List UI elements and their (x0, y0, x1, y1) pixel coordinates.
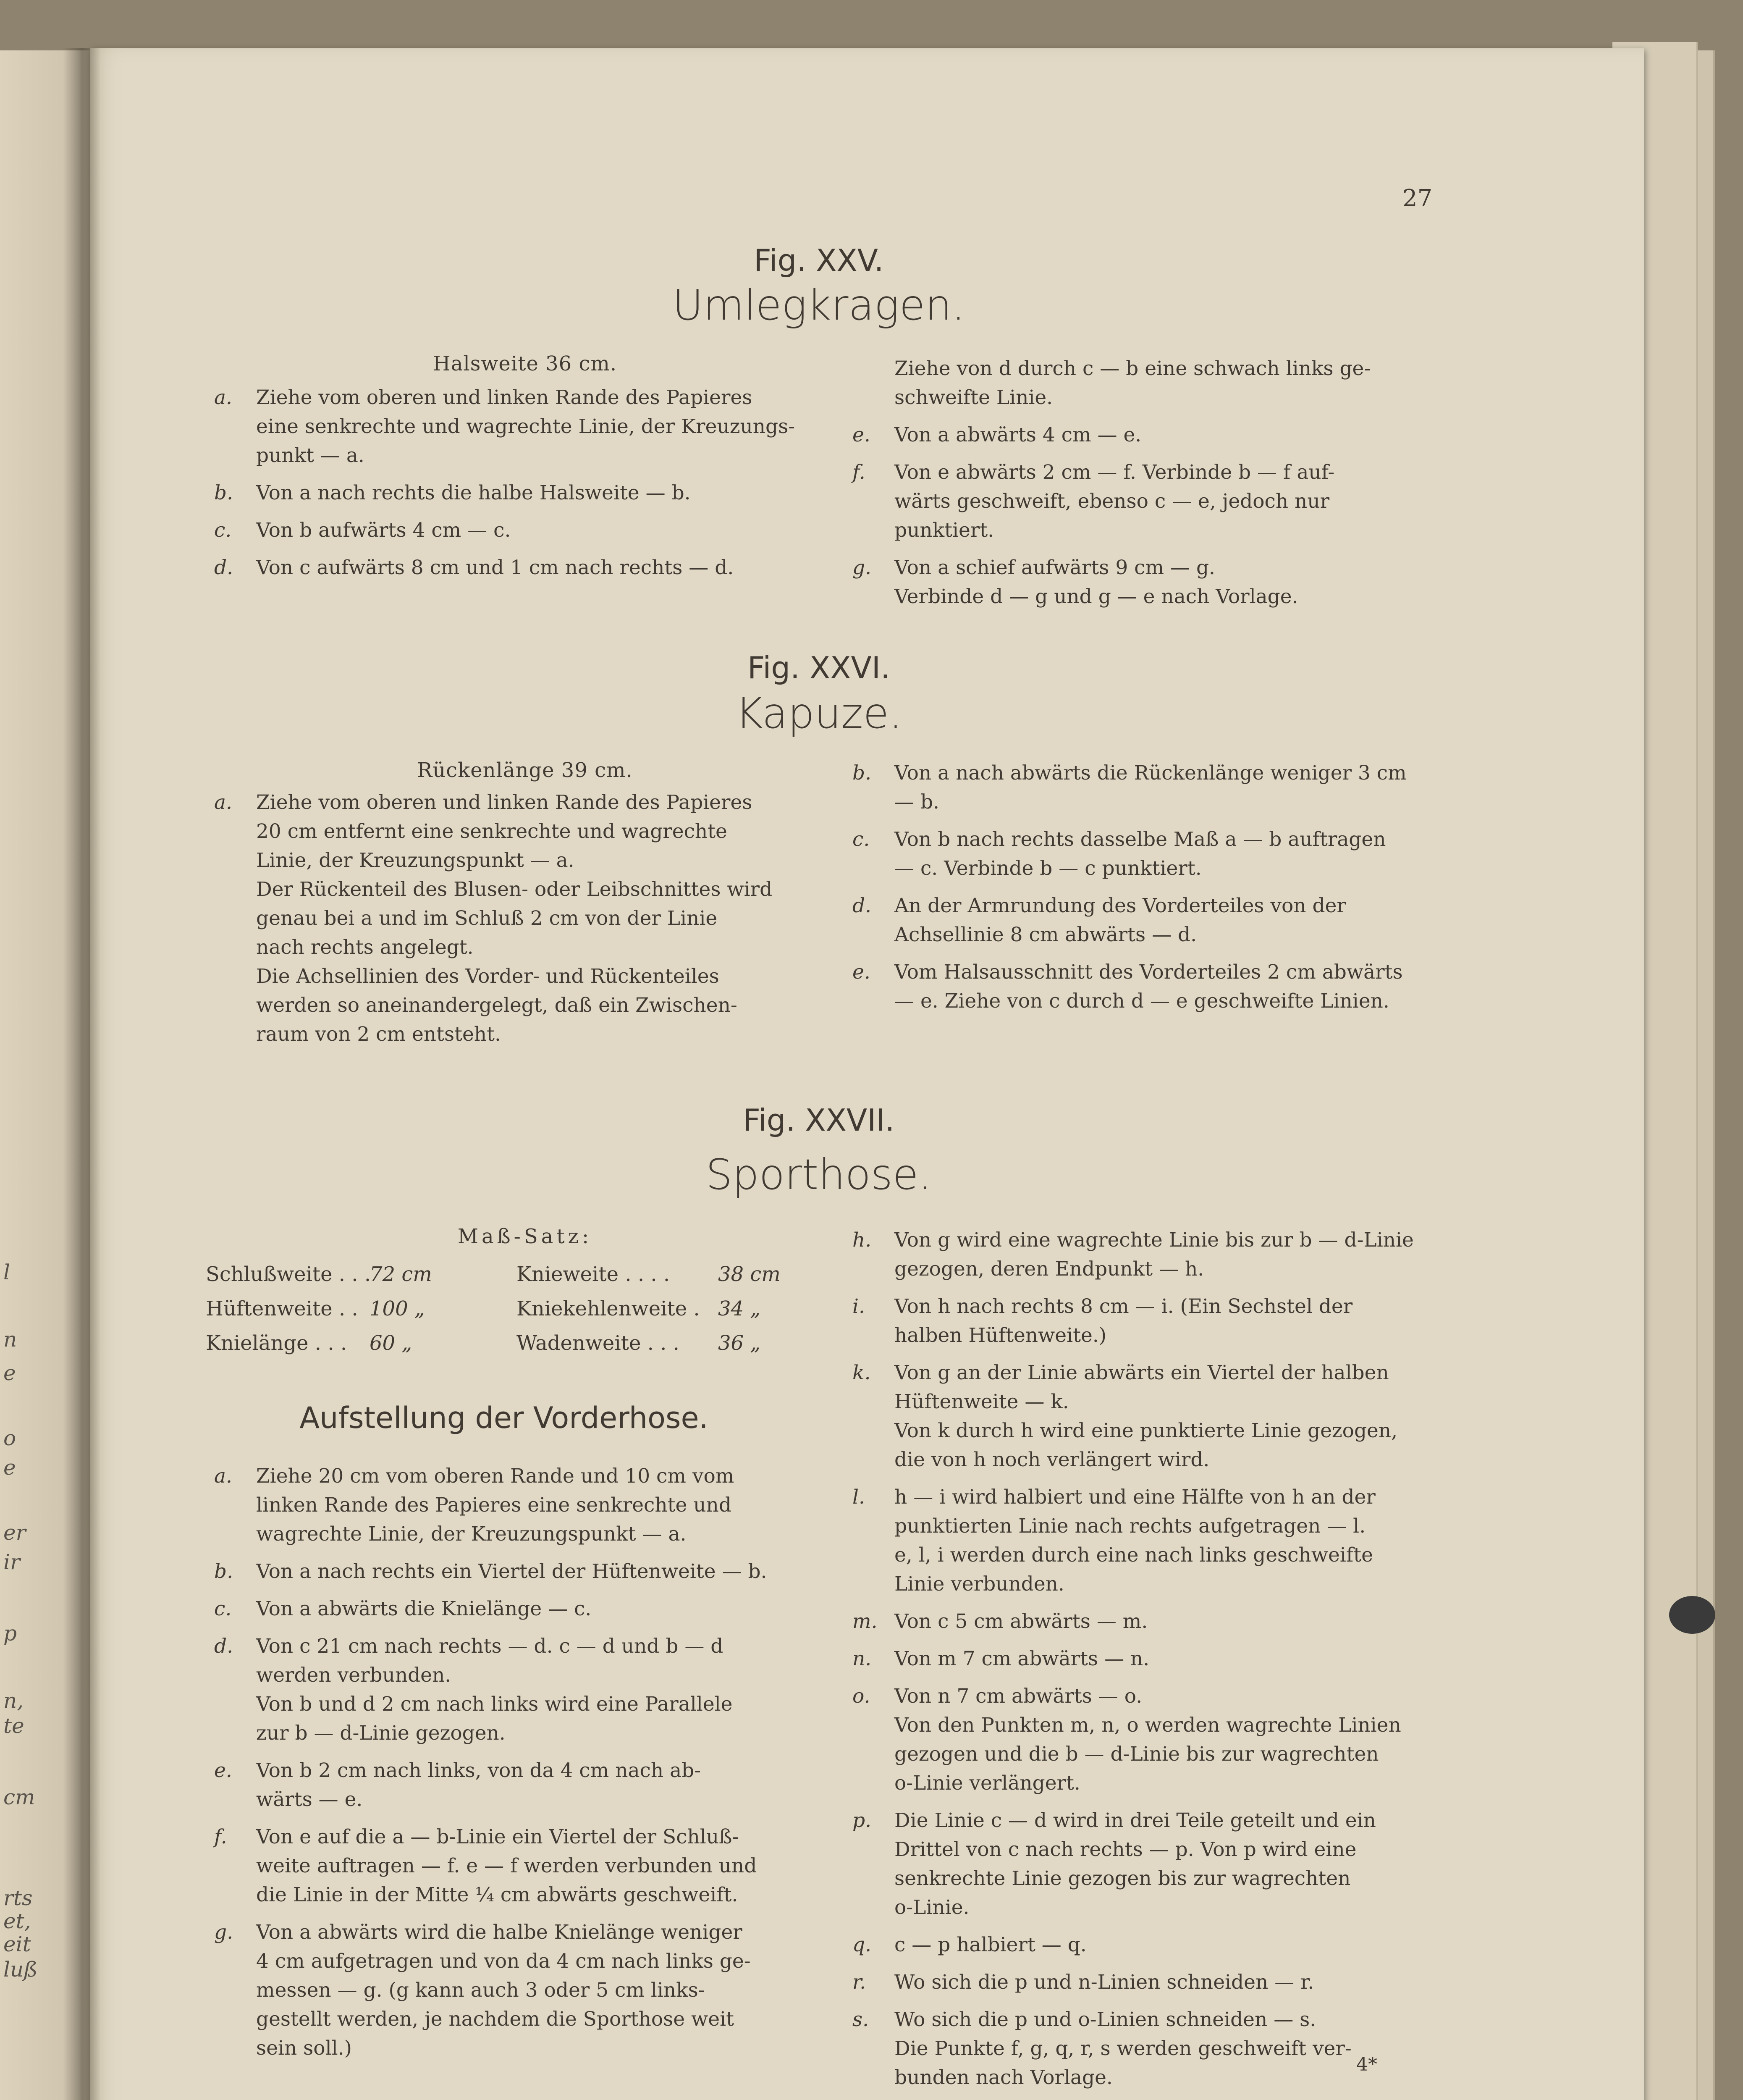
measure-heading-27: Maß-Satz: (457, 1225, 592, 1248)
step-text-line: gezogen und die b — d-Linie bis zur wagrechten (894, 1743, 1379, 1766)
step-text-line: schweifte Linie. (894, 386, 1053, 409)
step-text-line: Von b aufwärts 4 cm — c. (256, 519, 511, 542)
step-text-line: Von b und d 2 cm nach links wird eine Parallele (256, 1693, 733, 1716)
step-label: r. (852, 1971, 866, 1994)
step-text-line: c — p halbiert — q. (894, 1933, 1087, 1956)
left-page-fragment: p (3, 1621, 17, 1646)
step-text-line: Von e auf die a — b-Linie ein Viertel der Schluß- (256, 1825, 739, 1848)
figure-label-25: Fig. XXV. (754, 243, 884, 278)
measure-r-name: Wadenweite . . . (516, 1331, 679, 1355)
step-text-line: o-Linie verlängert. (894, 1772, 1080, 1795)
step-text-line: die Linie in der Mitte ¼ cm abwärts geschweift. (256, 1883, 738, 1906)
step-text-line: gezogen, deren Endpunkt — h. (894, 1257, 1204, 1281)
step-text-line: senkrechte Linie gezogen bis zur wagrechten (894, 1867, 1351, 1890)
step-label: c. (214, 519, 232, 542)
step-text-line: Die Punkte f, g, q, r, s werden geschweift ver- (894, 2037, 1352, 2060)
step-label: b. (852, 761, 872, 785)
step-text-line: Die Achsellinien des Vorder- und Rückenteiles (256, 965, 719, 988)
step-text-line: halben Hüftenweite.) (894, 1324, 1107, 1347)
step-label: o. (852, 1685, 870, 1708)
figure-title-26: Kapuze. (735, 689, 902, 738)
step-text-line: Wo sich die p und o-Linien schneiden — s. (894, 2008, 1316, 2031)
step-label: b. (214, 481, 233, 504)
step-text-line: 4 cm aufgetragen und von da 4 cm nach links ge- (256, 1950, 751, 1973)
measure-l-name: Knielänge . . . (206, 1331, 347, 1355)
left-page-fragment: cm (3, 1785, 35, 1809)
step-text-line: Von e abwärts 2 cm — f. Verbinde b — f auf- (894, 461, 1335, 484)
step-text-line: die von h noch verlängert wird. (894, 1448, 1210, 1471)
step-text-line: gestellt werden, je nachdem die Sporthose weit (256, 2008, 734, 2031)
step-label: d. (214, 556, 233, 579)
step-text-line: Von b nach rechts dasselbe Maß a — b auftragen (894, 828, 1386, 851)
step-label: l. (852, 1486, 865, 1509)
step-label: c. (214, 1597, 232, 1620)
step-text-line: linken Rande des Papieres eine senkrechte und (256, 1494, 731, 1517)
step-text-line: Von a nach rechts ein Viertel der Hüftenweite — b. (256, 1560, 767, 1583)
step-text-line: Von c 5 cm abwärts — m. (894, 1610, 1148, 1633)
left-page-fragment: rts (3, 1886, 33, 1910)
ink-stain (1669, 1596, 1715, 1634)
step-text-line: Von m 7 cm abwärts — n. (894, 1647, 1150, 1670)
step-text-line: — c. Verbinde b — c punktiert. (894, 857, 1202, 880)
step-text-line: Von k durch h wird eine punktierte Linie gezogen, (894, 1419, 1398, 1442)
step-text-line: 20 cm entfernt eine senkrechte und wagrechte (256, 820, 727, 843)
measure-l-val: 100 „ (370, 1297, 425, 1320)
left-page-fragment: eit (3, 1932, 31, 1956)
step-text-line: Der Rückenteil des Blusen- oder Leibschnittes wird (256, 878, 773, 901)
step-label: p. (852, 1809, 872, 1832)
step-text-line: wärts — e. (256, 1788, 363, 1811)
step-label: a. (214, 386, 232, 409)
step-text-line: Von n 7 cm abwärts — o. (894, 1685, 1143, 1708)
step-text-line: Die Linie c — d wird in drei Teile geteilt und ein (894, 1809, 1376, 1832)
step-label: n. (852, 1647, 872, 1670)
left-page-fragment: l (3, 1260, 10, 1284)
step-text-line: Von den Punkten m, n, o werden wagrechte Linien (894, 1714, 1401, 1737)
step-text-line: bunden nach Vorlage. (894, 2066, 1113, 2089)
step-label: i. (852, 1295, 865, 1318)
step-text-line: Von b 2 cm nach links, von da 4 cm nach ab- (256, 1759, 701, 1782)
step-text-line: An der Armrundung des Vorderteiles von der (894, 894, 1346, 917)
step-text-line: — b. (894, 790, 939, 814)
step-label: a. (214, 791, 232, 814)
step-text-line: wagrechte Linie, der Kreuzungspunkt — a. (256, 1522, 687, 1546)
figure-label-26: Fig. XXVI. (747, 650, 890, 685)
step-label: k. (852, 1361, 871, 1384)
step-text-line: raum von 2 cm entsteht. (256, 1023, 501, 1046)
step-text-line: Ziehe vom oberen und linken Rande des Papieres (256, 791, 752, 814)
left-page-fragment: n (3, 1327, 17, 1352)
step-text-line: o-Linie. (894, 1896, 970, 1919)
left-page-fragment: o (3, 1426, 16, 1450)
measure-r-val: 34 „ (718, 1297, 761, 1320)
measure-l-name: Hüftenweite . . (206, 1297, 358, 1320)
step-text-line: Vom Halsausschnitt des Vorderteiles 2 cm abwärts (894, 961, 1403, 984)
measure-r-name: Kniekehlenweite . (516, 1297, 700, 1320)
left-page-fragment: ir (3, 1550, 20, 1574)
step-text-line: Von h nach rechts 8 cm — i. (Ein Sechstel der (894, 1295, 1353, 1318)
step-text-line: Ziehe von d durch c — b eine schwach links ge- (894, 357, 1371, 380)
left-page-fragment: n, (3, 1688, 24, 1713)
step-label: b. (214, 1560, 233, 1583)
step-text-line: Von a nach rechts die halbe Halsweite — b. (256, 481, 691, 504)
subtitle-27: Aufstellung der Vorderhose. (299, 1401, 708, 1435)
step-label: e. (214, 1759, 232, 1782)
step-text-line: punkt — a. (256, 444, 364, 467)
left-page-fragment: e (3, 1455, 16, 1480)
step-text-line: wärts geschweift, ebenso c — e, jedoch nur (894, 490, 1330, 513)
left-page-fragment: et, (3, 1909, 31, 1933)
page-number: 27 (1402, 185, 1433, 212)
step-label: d. (852, 894, 872, 917)
step-text-line: nach rechts angelegt. (256, 936, 474, 959)
left-page-fragment: luß (3, 1957, 38, 1982)
step-label: q. (852, 1933, 872, 1956)
step-text-line: sein soll.) (256, 2037, 352, 2060)
step-text-line: zur b — d-Linie gezogen. (256, 1722, 506, 1745)
step-text-line: e, l, i werden durch eine nach links geschweifte (894, 1544, 1373, 1567)
step-text-line: Von a abwärts wird die halbe Knielänge weniger (256, 1921, 742, 1944)
step-text-line: Von g an der Linie abwärts ein Viertel der halben (894, 1361, 1389, 1384)
step-label: s. (852, 2008, 869, 2031)
step-text-line: Von a abwärts die Knielänge — c. (256, 1597, 592, 1620)
step-text-line: Ziehe 20 cm vom oberen Rande und 10 cm vom (256, 1465, 734, 1488)
step-text-line: messen — g. (g kann auch 3 oder 5 cm links- (256, 1979, 705, 2002)
figure-label-27: Fig. XXVII. (743, 1102, 895, 1138)
step-text-line: eine senkrechte und wagrechte Linie, der Kreuzungs- (256, 415, 795, 438)
step-label: d. (214, 1635, 233, 1658)
measure-r-val: 36 „ (718, 1331, 761, 1355)
step-text-line: Linie, der Kreuzungspunkt — a. (256, 849, 574, 872)
measure-r-name: Knieweite . . . . (516, 1263, 670, 1286)
step-text-line: Linie verbunden. (894, 1572, 1064, 1596)
step-label: e. (852, 423, 870, 446)
step-label: g. (214, 1921, 233, 1944)
step-label: h. (852, 1228, 872, 1252)
measure-r-val: 38 cm (718, 1263, 781, 1286)
step-text-line: Hüftenweite — k. (894, 1390, 1069, 1413)
step-text-line: Ziehe vom oberen und linken Rande des Papieres (256, 386, 752, 409)
step-label: f. (852, 461, 865, 484)
step-text-line: Von c aufwärts 8 cm und 1 cm nach rechts — d. (256, 556, 734, 579)
measure-25: Halsweite 36 cm. (432, 352, 617, 375)
left-page-fragment: te (3, 1714, 24, 1738)
step-label: m. (852, 1610, 878, 1633)
step-text-line: werden so aneinandergelegt, daß ein Zwischen- (256, 994, 737, 1017)
figure-title-27: Sporthose. (705, 1150, 932, 1199)
step-text-line: punktierten Linie nach rechts aufgetragen — l. (894, 1515, 1366, 1538)
step-label: f. (214, 1825, 227, 1848)
step-label: a. (214, 1465, 232, 1488)
step-text-line: Verbinde d — g und g — e nach Vorlage. (894, 585, 1298, 608)
step-text-line: werden verbunden. (256, 1664, 451, 1687)
step-text-line: Achsellinie 8 cm abwärts — d. (894, 923, 1197, 946)
step-text-line: Wo sich die p und n-Linien schneiden — r. (894, 1971, 1314, 1994)
step-label: c. (852, 828, 870, 851)
step-text-line: Von g wird eine wagrechte Linie bis zur b — d-Linie (894, 1228, 1414, 1252)
spine-shadow (63, 48, 101, 2100)
measure-l-val: 60 „ (370, 1331, 412, 1355)
step-label: g. (852, 556, 872, 579)
signature-mark: 4* (1356, 2054, 1377, 2075)
measure-l-name: Schlußweite . . . (206, 1263, 371, 1286)
step-text-line: punktiert. (894, 519, 994, 542)
step-text-line: Von a nach abwärts die Rückenlänge weniger 3 cm (894, 761, 1407, 785)
figure-title-25: Umlegkragen. (672, 281, 965, 330)
step-text-line: Drittel von c nach rechts — p. Von p wird eine (894, 1838, 1357, 1861)
step-text-line: Von a abwärts 4 cm — e. (894, 423, 1142, 446)
left-page-fragment: er (3, 1520, 26, 1545)
step-text-line: — e. Ziehe von c durch d — e geschweifte Linien. (894, 990, 1389, 1013)
step-text-line: h — i wird halbiert und eine Hälfte von h an der (894, 1486, 1376, 1509)
left-page-fragment: e (3, 1361, 16, 1385)
step-label: e. (852, 961, 870, 984)
step-text-line: Von a schief aufwärts 9 cm — g. (894, 556, 1215, 579)
step-text-line: genau bei a und im Schluß 2 cm von der Linie (256, 907, 718, 930)
step-text-line: weite auftragen — f. e — f werden verbunden und (256, 1854, 757, 1877)
measure-26: Rückenlänge 39 cm. (417, 759, 633, 782)
step-text-line: Von c 21 cm nach rechts — d. c — d und b — d (256, 1635, 723, 1658)
measure-l-val: 72 cm (370, 1263, 432, 1286)
